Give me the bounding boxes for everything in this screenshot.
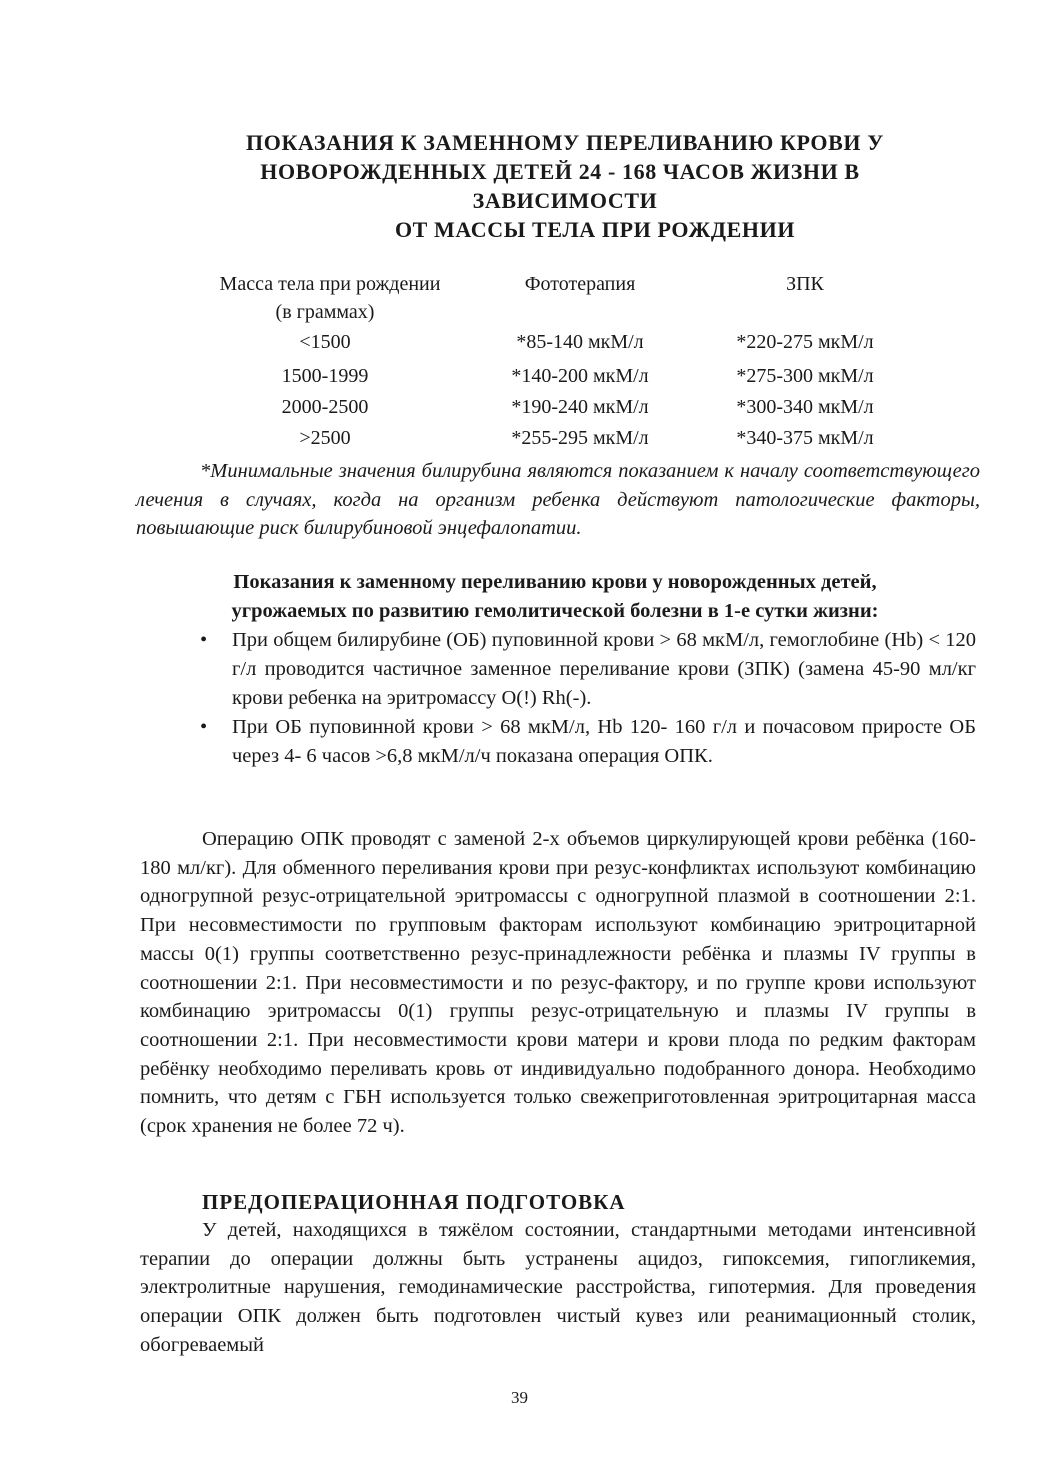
list-item [200,713,976,771]
title-line: ПОКАЗАНИЯ К ЗАМЕННОМУ ПЕРЕЛИВАНИЮ КРОВИ У [246,130,884,155]
section-heading [130,568,980,626]
column-header-phototherapy: Фототерапия [524,273,636,295]
title-line: НОВОРОЖДЕННЫХ ДЕТЕЙ 24 - 168 ЧАСОВ ЖИЗНИ В [260,159,860,184]
cell-mass: <1500 [299,331,351,353]
section-heading-line: угрожаемых по развитию гемолитической болезни в 1-е сутки жизни: [231,600,879,622]
table-header-subrow [140,298,980,328]
list-item-text: При ОБ пуповинной крови > 68 мкМ/л, Hb 120- 160 г/л и почасовом приросте ОБ через 4- 6 часов >6,8 мкМ/л/ч показана операция ОПК. [232,716,976,767]
list-item-text: При общем билирубине (ОБ) пуповинной крови > 68 мкМ/л, гемоглобине (Hb) < 120 г/л проводится частичное заменное переливание крови (ЗПК) (замена 45-90 мл/кг крови ребенка на эритромассу О(!) Rh(-). [232,629,976,709]
cell-exchange: *220-275 мкМ/л [736,331,874,353]
column-header-mass: Масса тела при рождении [219,273,441,295]
table-row [140,393,980,423]
bullet-list [200,626,976,771]
cell-exchange: *300-340 мкМ/л [736,396,874,418]
list-item [200,626,976,713]
subsection-heading: ПРЕДОПЕРАЦИОННАЯ ПОДГОТОВКА [202,1190,626,1214]
cell-exchange: *275-300 мкМ/л [736,365,874,387]
title-line: ЗАВИСИМОСТИ [472,188,658,213]
table-row [140,362,980,392]
cell-mass: 1500-1999 [281,365,369,387]
cell-phototherapy: *190-240 мкМ/л [511,396,649,418]
cell-phototherapy: *85-140 мкМ/л [516,331,644,353]
table-header-row [140,270,980,300]
table-footnote: *Минимальные значения билирубина являются показанием к началу соответствующего лечения в случаях, когда на организм ребенка действуют патологические факторы, повышающие риск билирубиновой энцефалопатии. [136,460,980,539]
table-row [140,424,980,454]
body-paragraph: У детей, находящихся в тяжёлом состоянии, стандартными методами интенсивной терапии до операции должны быть устранены ацидоз, гипоксемия, гипогликемия, электролитные нарушения, гемодинамические расстройства, гипотермия. Для проведения операции ОПК должен быть подготовлен чистый кувез или реанимационный столик, обогреваемый [140,1219,976,1356]
page-number: 39 [511,1388,528,1407]
page-title [150,128,980,244]
cell-mass: >2500 [299,427,351,449]
column-header-mass-unit: (в граммах) [275,301,375,323]
cell-phototherapy: *255-295 мкМ/л [511,427,649,449]
column-header-exchange: ЗПК [786,273,824,295]
bullet-icon: • [200,716,208,738]
body-paragraph: Операцию ОПК проводят с заменой 2-х объемов циркулирующей крови ребёнка (160-180 мл/кг). Для обменного переливания крови при резус-конфликтах используют комбинацию одногрупной резус-отрицательной эритромассы с одногрупной плазмой в соотношении 2:1. При несовместимости по групповым факторам используют комбинацию эритроцитарной массы 0(1) группы соответственно резус-принадлежности ребёнка и плазмы IV группы в соотношении 2:1. При несовместимости и по резус-фактору, и по группе крови используют комбинацию эритромассы 0(1) группы резус-отрицательную и плазмы IV группы в соотношении 2:1. При несовместимости крови матери и крови плода по редким факторам ребёнку необходимо переливать кровь от индивидуально подобранного донора. Необходимо помнить, что детям с ГБН используется только свежеприготовленная эритроцитарная масса (срок хранения не более 72 ч). [140,828,976,1138]
cell-mass: 2000-2500 [281,396,369,418]
title-line: ОТ МАССЫ ТЕЛА ПРИ РОЖДЕНИИ [394,217,796,242]
bullet-icon: • [200,629,208,651]
table-row [140,328,980,358]
cell-exchange: *340-375 мкМ/л [736,427,874,449]
section-heading-line: Показания к заменному переливанию крови у новорожденных детей, [233,571,877,593]
cell-phototherapy: *140-200 мкМ/л [511,365,649,387]
